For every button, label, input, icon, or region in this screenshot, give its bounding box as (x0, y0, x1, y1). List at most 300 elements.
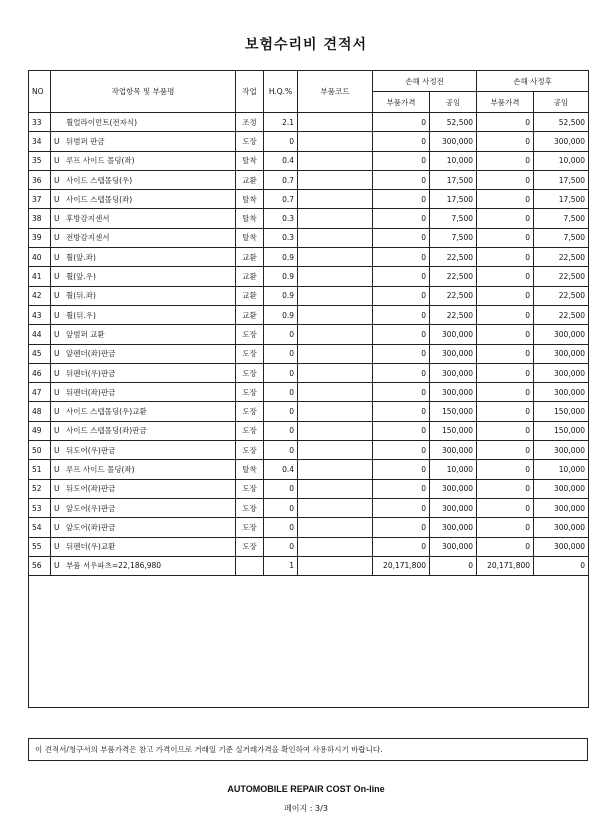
cell-before-part-price: 0 (373, 383, 430, 402)
cell-after-part-price: 0 (477, 441, 534, 460)
cell-flag: U (54, 136, 60, 146)
cell-hq: 0 (264, 441, 298, 460)
cell-hq: 0.9 (264, 305, 298, 324)
cell-no: 44 (29, 325, 51, 344)
cell-before-part-price: 0 (373, 537, 430, 556)
cell-after-part-price: 0 (477, 344, 534, 363)
cell-after-labor: 17,500 (534, 170, 589, 189)
cell-hq: 0.4 (264, 151, 298, 170)
header-after-adjustment: 손해 사정후 (477, 71, 589, 92)
cell-part-code (298, 383, 373, 402)
cell-item-label: 앞도어(좌)판금 (66, 522, 116, 532)
cell-before-labor: 17,500 (430, 190, 477, 209)
cell-item (51, 537, 236, 556)
cell-work: 교환 (236, 170, 264, 189)
cell-work: 탈착 (236, 460, 264, 479)
cell-no: 34 (29, 132, 51, 151)
cell-flag: U (54, 233, 60, 243)
header-after-labor: 공임 (534, 92, 589, 113)
cell-after-part-price: 0 (477, 363, 534, 382)
cell-item-label: 앞범퍼 교환 (66, 329, 105, 339)
table-header (29, 71, 589, 113)
empty-row (29, 576, 589, 708)
cell-work: 탈착 (236, 190, 264, 209)
cell-part-code (298, 402, 373, 421)
header-before-labor: 공임 (430, 92, 477, 113)
cell-part-code (298, 228, 373, 247)
cell-before-part-price: 0 (373, 402, 430, 421)
cell-before-part-price: 0 (373, 518, 430, 537)
cell-item (51, 132, 236, 151)
cell-part-code (298, 479, 373, 498)
cell-item (51, 460, 236, 479)
cell-after-part-price: 0 (477, 267, 534, 286)
cell-no: 38 (29, 209, 51, 228)
cell-no: 45 (29, 344, 51, 363)
cell-after-labor: 0 (534, 556, 589, 575)
cell-before-labor: 10,000 (430, 151, 477, 170)
cell-after-part-price: 0 (477, 518, 534, 537)
cell-part-code (298, 267, 373, 286)
cell-hq: 0 (264, 498, 298, 517)
cell-after-labor: 300,000 (534, 132, 589, 151)
cell-before-labor: 22,500 (430, 267, 477, 286)
cell-item (51, 170, 236, 189)
cell-after-labor: 10,000 (534, 151, 589, 170)
table-body (29, 113, 589, 708)
cell-item (51, 267, 236, 286)
header-hq: H.Q.% (264, 71, 298, 113)
cell-after-part-price: 0 (477, 190, 534, 209)
cell-before-part-price: 20,171,800 (373, 556, 430, 575)
cell-before-labor: 0 (430, 556, 477, 575)
cell-before-part-price: 0 (373, 441, 430, 460)
cell-no: 41 (29, 267, 51, 286)
cell-after-part-price: 0 (477, 479, 534, 498)
cell-after-labor: 300,000 (534, 325, 589, 344)
cell-before-labor: 52,500 (430, 113, 477, 132)
cell-no: 56 (29, 556, 51, 575)
cell-after-part-price: 0 (477, 305, 534, 324)
cell-hq: 0 (264, 325, 298, 344)
table-row (29, 170, 589, 189)
header-before-adjustment: 손해 사정전 (373, 71, 477, 92)
cell-part-code (298, 537, 373, 556)
cell-part-code (298, 151, 373, 170)
cell-item (51, 209, 236, 228)
cell-work: 도장 (236, 344, 264, 363)
cell-before-part-price: 0 (373, 421, 430, 440)
cell-flag: U (54, 561, 60, 571)
cell-hq: 0.7 (264, 170, 298, 189)
cell-before-part-price: 0 (373, 228, 430, 247)
cell-work: 도장 (236, 441, 264, 460)
table-row (29, 518, 589, 537)
cell-item-label: 뒤도어(우)판금 (66, 445, 116, 455)
cell-after-part-price: 0 (477, 248, 534, 267)
cell-work: 도장 (236, 132, 264, 151)
cell-before-labor: 17,500 (430, 170, 477, 189)
cell-flag: U (54, 484, 60, 494)
cell-work: 교환 (236, 305, 264, 324)
cell-part-code (298, 344, 373, 363)
cell-item (51, 479, 236, 498)
cell-before-labor: 300,000 (430, 344, 477, 363)
cell-flag: U (54, 310, 60, 320)
cell-no: 48 (29, 402, 51, 421)
cell-after-labor: 300,000 (534, 479, 589, 498)
cell-item-label: 휠(뒤.좌) (66, 291, 96, 301)
page-number: 페이지 : 3/3 (284, 804, 328, 813)
cell-work: 탈착 (236, 209, 264, 228)
cell-before-labor: 22,500 (430, 248, 477, 267)
cell-item (51, 441, 236, 460)
cell-no: 54 (29, 518, 51, 537)
cell-work: 도장 (236, 479, 264, 498)
cell-part-code (298, 518, 373, 537)
cell-work: 탈착 (236, 228, 264, 247)
cell-hq: 0.9 (264, 248, 298, 267)
table-row (29, 556, 589, 575)
cell-before-labor: 300,000 (430, 537, 477, 556)
cell-after-labor: 52,500 (534, 113, 589, 132)
header-work: 작업 (236, 71, 264, 113)
cell-item (51, 556, 236, 575)
cell-no: 53 (29, 498, 51, 517)
cell-hq: 2.1 (264, 113, 298, 132)
cell-no: 49 (29, 421, 51, 440)
cell-after-part-price: 0 (477, 402, 534, 421)
cell-after-part-price: 0 (477, 325, 534, 344)
header-item: 작업항목 및 부품명 (51, 71, 236, 113)
cell-hq: 0.4 (264, 460, 298, 479)
cell-item-label: 사이드 스텝몰딩(우) (66, 175, 133, 185)
cell-hq: 0.3 (264, 228, 298, 247)
cell-item-label: 후방감지센서 (66, 214, 110, 224)
cell-hq: 0 (264, 383, 298, 402)
cell-before-labor: 300,000 (430, 441, 477, 460)
cell-before-part-price: 0 (373, 498, 430, 517)
cell-after-part-price: 20,171,800 (477, 556, 534, 575)
cell-hq: 0 (264, 132, 298, 151)
table-row (29, 363, 589, 382)
cell-after-labor: 22,500 (534, 305, 589, 324)
cell-after-part-price: 0 (477, 151, 534, 170)
cell-after-labor: 300,000 (534, 383, 589, 402)
cell-item-label: 휠(앞.좌) (66, 252, 96, 262)
cell-after-labor: 300,000 (534, 498, 589, 517)
cell-after-labor: 22,500 (534, 286, 589, 305)
cell-before-part-price: 0 (373, 460, 430, 479)
cell-flag: U (54, 426, 60, 436)
cell-item-label: 앞펜더(좌)판금 (66, 349, 116, 359)
cell-no: 47 (29, 383, 51, 402)
table-row (29, 132, 589, 151)
cell-item-label: 뒤범퍼 판금 (66, 136, 105, 146)
cell-work: 교환 (236, 248, 264, 267)
table-row (29, 498, 589, 517)
cell-hq: 0 (264, 344, 298, 363)
cell-hq: 0 (264, 402, 298, 421)
cell-item-label: 루프 사이드 몰딩(좌) (66, 156, 135, 166)
cell-no: 51 (29, 460, 51, 479)
cell-before-labor: 300,000 (430, 518, 477, 537)
cell-item-label: 뒤펜더(우)교환 (66, 542, 116, 552)
cell-before-part-price: 0 (373, 325, 430, 344)
cell-item-label: 사이드 스텝몰딩(좌) (66, 194, 133, 204)
cell-item-label: 휠얼라이먼트(전자식) (66, 117, 138, 127)
cell-after-labor: 17,500 (534, 190, 589, 209)
cell-item-label: 사이드 스텝몰딩(우)교환 (66, 407, 147, 417)
cell-before-part-price: 0 (373, 267, 430, 286)
cell-after-part-price: 0 (477, 228, 534, 247)
cell-after-part-price: 0 (477, 460, 534, 479)
cell-before-labor: 7,500 (430, 228, 477, 247)
cell-before-labor: 7,500 (430, 209, 477, 228)
cell-hq: 0 (264, 363, 298, 382)
cell-item-label: 사이드 스텝몰딩(좌)판금 (66, 426, 147, 436)
cell-no: 33 (29, 113, 51, 132)
cell-item-label: 뒤펜더(우)판금 (66, 368, 116, 378)
cell-item (51, 383, 236, 402)
cell-part-code (298, 421, 373, 440)
cell-hq: 0 (264, 518, 298, 537)
cell-part-code (298, 113, 373, 132)
cell-after-part-price: 0 (477, 286, 534, 305)
cell-before-labor: 10,000 (430, 460, 477, 479)
cell-item-label: 휠(앞.우) (66, 272, 96, 282)
cell-item (51, 113, 236, 132)
cell-flag: U (54, 445, 60, 455)
cell-work: 도장 (236, 402, 264, 421)
cell-flag: U (54, 522, 60, 532)
cell-before-part-price: 0 (373, 305, 430, 324)
cell-item (51, 305, 236, 324)
cell-flag: U (54, 387, 60, 397)
cell-item (51, 248, 236, 267)
cell-flag: U (54, 291, 60, 301)
cell-work: 조정 (236, 113, 264, 132)
table-row (29, 421, 589, 440)
table-row (29, 383, 589, 402)
cell-part-code (298, 190, 373, 209)
cell-no: 55 (29, 537, 51, 556)
cell-flag: U (54, 464, 60, 474)
cell-after-labor: 300,000 (534, 344, 589, 363)
document-title: 보험수리비 견적서 (244, 37, 368, 53)
cell-no: 40 (29, 248, 51, 267)
header-part-code: 부품코드 (298, 71, 373, 113)
cell-flag: U (54, 349, 60, 359)
price-notice: 이 견적서/청구서의 부품가격은 참고 가격이므로 거래일 기준 실거래가격을 확인하여 사용하시기 바랍니다. (28, 738, 588, 761)
cell-before-labor: 150,000 (430, 402, 477, 421)
cell-before-labor: 300,000 (430, 383, 477, 402)
cell-hq: 0 (264, 479, 298, 498)
table-row (29, 344, 589, 363)
cell-hq: 0 (264, 421, 298, 440)
cell-item-label: 부품 서우파츠=22,186,980 (66, 561, 162, 571)
cell-item-label: 앞도어(우)판금 (66, 503, 116, 513)
cell-after-labor: 300,000 (534, 441, 589, 460)
cell-work: 도장 (236, 325, 264, 344)
cell-item (51, 518, 236, 537)
cell-flag: U (54, 156, 60, 166)
table-row (29, 248, 589, 267)
cell-no: 36 (29, 170, 51, 189)
cell-work (236, 556, 264, 575)
cell-after-labor: 150,000 (534, 402, 589, 421)
cell-item (51, 498, 236, 517)
cell-before-part-price: 0 (373, 132, 430, 151)
cell-part-code (298, 460, 373, 479)
cell-after-labor: 22,500 (534, 267, 589, 286)
cell-after-labor: 300,000 (534, 518, 589, 537)
cell-after-labor: 10,000 (534, 460, 589, 479)
cell-before-part-price: 0 (373, 344, 430, 363)
cell-work: 교환 (236, 267, 264, 286)
table-row (29, 402, 589, 421)
cell-after-part-price: 0 (477, 113, 534, 132)
cell-part-code (298, 132, 373, 151)
cell-after-part-price: 0 (477, 170, 534, 189)
cell-part-code (298, 286, 373, 305)
cell-before-part-price: 0 (373, 363, 430, 382)
table-row (29, 190, 589, 209)
cell-flag: U (54, 503, 60, 513)
cell-after-part-price: 0 (477, 132, 534, 151)
cell-after-labor: 22,500 (534, 248, 589, 267)
cell-after-labor: 300,000 (534, 537, 589, 556)
cell-part-code (298, 441, 373, 460)
table-row (29, 286, 589, 305)
cell-before-labor: 300,000 (430, 479, 477, 498)
cell-before-part-price: 0 (373, 248, 430, 267)
cell-work: 도장 (236, 518, 264, 537)
cell-hq: 1 (264, 556, 298, 575)
cell-after-labor: 300,000 (534, 363, 589, 382)
cell-before-labor: 22,500 (430, 286, 477, 305)
cell-after-part-price: 0 (477, 209, 534, 228)
cell-after-part-price: 0 (477, 421, 534, 440)
cell-before-part-price: 0 (373, 286, 430, 305)
cell-flag: U (54, 252, 60, 262)
cell-no: 35 (29, 151, 51, 170)
cell-part-code (298, 248, 373, 267)
cell-no: 43 (29, 305, 51, 324)
cell-flag: U (54, 542, 60, 552)
cell-before-labor: 300,000 (430, 363, 477, 382)
cell-before-part-price: 0 (373, 190, 430, 209)
table-row (29, 537, 589, 556)
cell-part-code (298, 170, 373, 189)
cell-flag: U (54, 329, 60, 339)
cell-item (51, 151, 236, 170)
cell-before-part-price: 0 (373, 170, 430, 189)
cell-hq: 0.3 (264, 209, 298, 228)
table-row (29, 113, 589, 132)
cell-part-code (298, 209, 373, 228)
cell-part-code (298, 305, 373, 324)
cell-item-label: 휠(뒤.우) (66, 310, 96, 320)
cell-before-labor: 22,500 (430, 305, 477, 324)
cell-item-label: 루프 사이드 몰딩(좌) (66, 464, 135, 474)
cell-flag: U (54, 214, 60, 224)
cell-before-part-price: 0 (373, 151, 430, 170)
cell-before-part-price: 0 (373, 209, 430, 228)
table-row (29, 325, 589, 344)
cell-hq: 0.9 (264, 286, 298, 305)
cell-hq: 0.7 (264, 190, 298, 209)
cell-before-labor: 300,000 (430, 132, 477, 151)
cell-flag: U (54, 272, 60, 282)
table-row (29, 151, 589, 170)
cell-flag: U (54, 175, 60, 185)
cell-no: 46 (29, 363, 51, 382)
cell-after-part-price: 0 (477, 383, 534, 402)
cell-work: 탈착 (236, 151, 264, 170)
cell-no: 39 (29, 228, 51, 247)
cell-item-label: 뒤도어(좌)판금 (66, 484, 116, 494)
table-row (29, 267, 589, 286)
cell-before-labor: 300,000 (430, 325, 477, 344)
cell-no: 52 (29, 479, 51, 498)
cell-before-labor: 300,000 (430, 498, 477, 517)
cell-no: 50 (29, 441, 51, 460)
table-row (29, 441, 589, 460)
cell-part-code (298, 363, 373, 382)
cell-item (51, 363, 236, 382)
table-row (29, 209, 589, 228)
cell-item-label: 전방감지센서 (66, 233, 110, 243)
cell-after-labor: 7,500 (534, 209, 589, 228)
cell-work: 도장 (236, 421, 264, 440)
cell-hq: 0 (264, 537, 298, 556)
cell-after-part-price: 0 (477, 498, 534, 517)
cell-after-part-price: 0 (477, 537, 534, 556)
cell-hq: 0.9 (264, 267, 298, 286)
header-before-part-price: 부품가격 (373, 92, 430, 113)
table-row (29, 479, 589, 498)
cell-work: 도장 (236, 537, 264, 556)
cell-work: 도장 (236, 383, 264, 402)
cell-before-part-price: 0 (373, 113, 430, 132)
cell-flag: U (54, 368, 60, 378)
cell-item (51, 190, 236, 209)
header-after-part-price: 부품가격 (477, 92, 534, 113)
cell-item (51, 344, 236, 363)
cell-flag: U (54, 194, 60, 204)
cell-item (51, 286, 236, 305)
cell-item (51, 421, 236, 440)
cell-no: 42 (29, 286, 51, 305)
table-row (29, 305, 589, 324)
footer-brand: AUTOMOBILE REPAIR COST On-line (227, 784, 385, 794)
cell-work: 도장 (236, 363, 264, 382)
estimate-table (28, 70, 589, 708)
cell-part-code (298, 498, 373, 517)
cell-before-part-price: 0 (373, 479, 430, 498)
cell-item (51, 228, 236, 247)
cell-work: 교환 (236, 286, 264, 305)
cell-part-code (298, 325, 373, 344)
cell-item-label: 뒤펜더(좌)판금 (66, 387, 116, 397)
cell-after-labor: 150,000 (534, 421, 589, 440)
cell-no: 37 (29, 190, 51, 209)
table-row (29, 460, 589, 479)
cell-flag: U (54, 407, 60, 417)
cell-item (51, 402, 236, 421)
cell-part-code (298, 556, 373, 575)
